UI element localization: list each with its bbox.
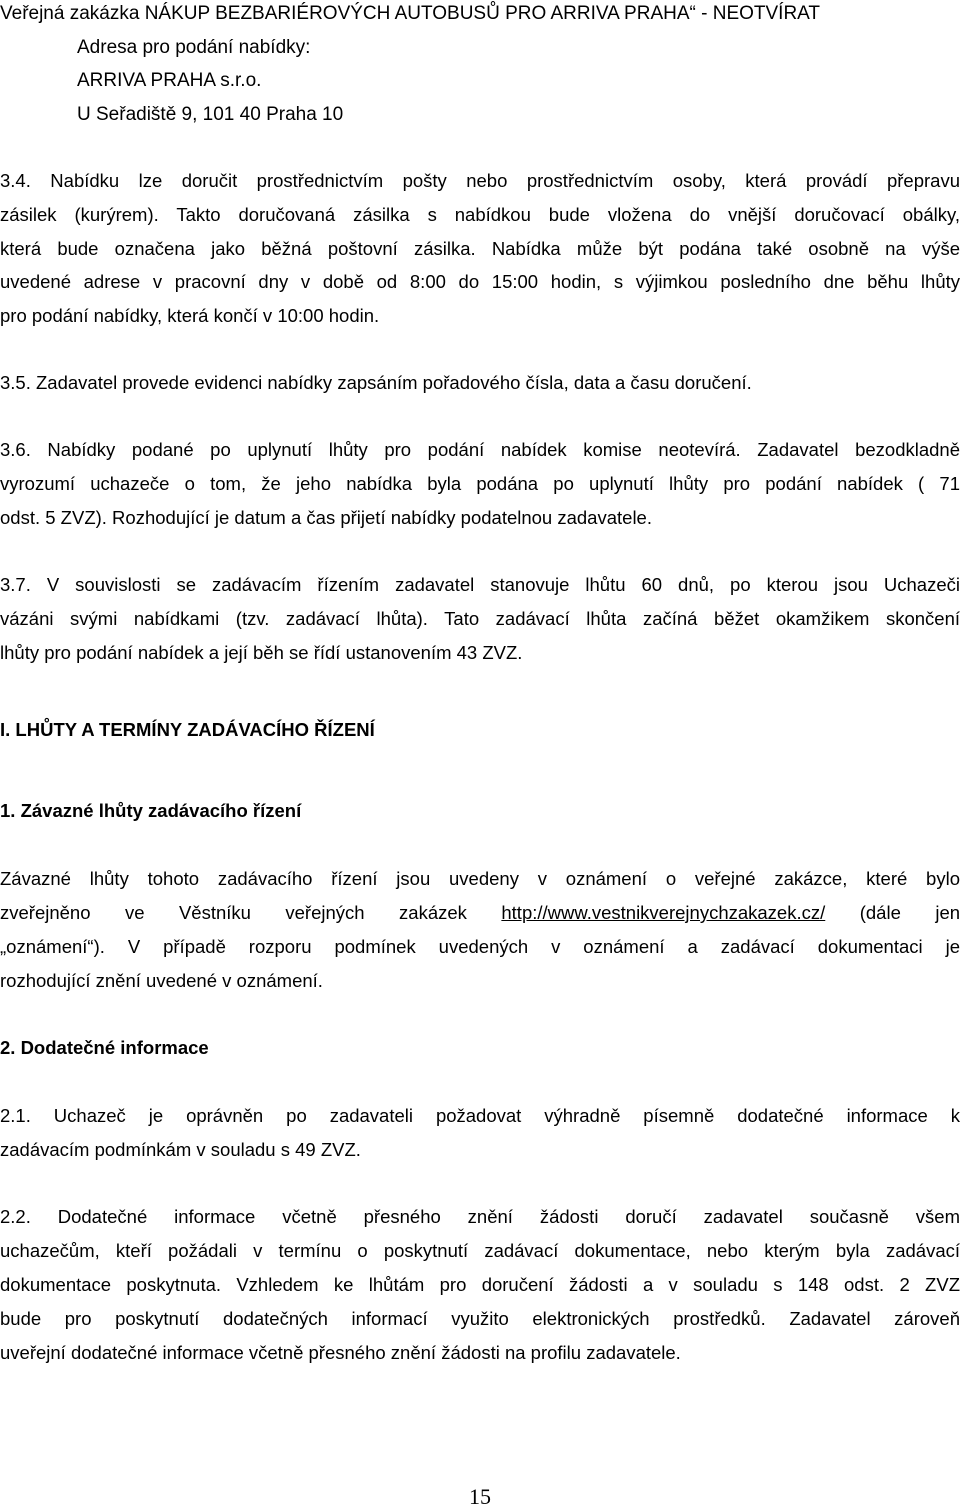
paragraph-3-6-line-3: odst. 5 ZVZ). Rozhodující je datum a čas přijetí nabídky podatelnou zadavatele. xyxy=(0,507,652,528)
paragraph-2-2-line-4: bude pro poskytnutí dodatečných informací využito elektronických prostředků. Zadavatel zároveň xyxy=(0,1308,960,1329)
paragraph-2-1-line-1: 2.1. Uchazeč je oprávněn po zadavateli požadovat výhradně písemně dodatečné informace k xyxy=(0,1105,960,1126)
paragraph-2-2-line-2: uchazečům, kteří požádali v termínu o poskytnutí zadávací dokumentace, nebo kterým byla zadávací xyxy=(0,1240,960,1261)
paragraph-3-5: 3.5. Zadavatel provede evidenci nabídky zapsáním pořadového čísla, data a času doručení. xyxy=(0,372,752,393)
paragraph-3-4-line-4: uvedené adrese v pracovní dny v době od 8:00 do 15:00 hodin, s výjimkou posledního dne běhu lhůty xyxy=(0,271,960,292)
section-1-line-3: „oznámení“). V případě rozporu podmínek uvedených v oznámení a zadávací dokumentaci je xyxy=(0,936,960,957)
section-1-line-4: rozhodující znění uvedené v oznámení. xyxy=(0,970,323,991)
paragraph-3-7-line-1: 3.7. V souvislosti se zadávacím řízením zadavatel stanovuje lhůtu 60 dnů, po kterou jsou Uchazeči xyxy=(0,574,960,595)
paragraph-2-2-line-3: dokumentace poskytnuta. Vzhledem ke lhůtám pro doručení žádosti a v souladu s 148 odst. 2 ZVZ xyxy=(0,1274,960,1295)
address-label: Adresa pro podání nabídky: xyxy=(77,37,311,58)
section-1-heading: 1. Závazné lhůty zadávacího řízení xyxy=(0,800,302,821)
address-street: U Seřadiště 9, 101 40 Praha 10 xyxy=(77,104,344,125)
paragraph-3-6-line-2: vyrozumí uchazeče o tom, že jeho nabídka byla podána po uplynutí lhůty pro podání nabídek ( 71 xyxy=(0,473,960,494)
section-2-heading: 2. Dodatečné informace xyxy=(0,1037,209,1058)
section-1-line-2 xyxy=(0,902,960,924)
paragraph-3-6-line-1: 3.6. Nabídky podané po uplynutí lhůty pro podání nabídek komise neotevírá. Zadavatel bezodkladně xyxy=(0,439,960,460)
section-1-line-1: Závazné lhůty tohoto zadávacího řízení jsou uvedeny v oznámení o veřejné zakázce, které bylo xyxy=(0,868,960,889)
paragraph-3-4-line-1: 3.4. Nabídku lze doručit prostřednictvím pošty nebo prostřednictvím osoby, která provádí přepravu xyxy=(0,170,960,191)
paragraph-3-7-line-2: vázáni svými nabídkami (tzv. zadávací lhůta). Tato zadávací lhůta začíná běžet okamžikem skončení xyxy=(0,608,960,629)
page-number: 15 xyxy=(469,1484,491,1509)
paragraph-3-4-line-2: zásilek (kurýrem). Takto doručovaná zásilka s nabídkou bude vložena do vnější doručovací obálky, xyxy=(0,204,960,225)
paragraph-3-7-line-3: lhůty pro podání nabídek a její běh se řídí ustanovením 43 ZVZ. xyxy=(0,642,523,663)
paragraph-3-4-line-3: která bude označena jako běžná poštovní zásilka. Nabídka může být podána také osobně na výše xyxy=(0,238,960,259)
chapter-heading: I. LHŮTY A TERMÍNY ZADÁVACÍHO ŘÍZENÍ xyxy=(0,719,375,740)
section-1-line-2-text: zveřejněno ve Věstníku veřejných zakázek xyxy=(0,902,467,923)
header-title: Veřejná zakázka NÁKUP BEZBARIÉROVÝCH AUTOBUSŮ PRO ARRIVA PRAHA“ - NEOTVÍRAT xyxy=(0,3,821,24)
address-company: ARRIVA PRAHA s.r.o. xyxy=(77,70,262,91)
paragraph-2-1-line-2: zadávacím podmínkám v souladu s 49 ZVZ. xyxy=(0,1139,361,1160)
paragraph-2-2-line-1: 2.2. Dodatečné informace včetně přesného znění žádosti doručí zadavatel současně všem xyxy=(0,1206,960,1227)
section-1-line-2-tail: (dále jen xyxy=(859,902,960,923)
vestnik-link[interactable]: http://www.vestnikverejnychzakazek.cz/ xyxy=(501,902,826,923)
paragraph-3-4-line-5: pro podání nabídky, která končí v 10:00 hodin. xyxy=(0,305,380,326)
paragraph-2-2-line-5: uveřejní dodatečné informace včetně přesného znění žádosti na profilu zadavatele. xyxy=(0,1342,681,1363)
